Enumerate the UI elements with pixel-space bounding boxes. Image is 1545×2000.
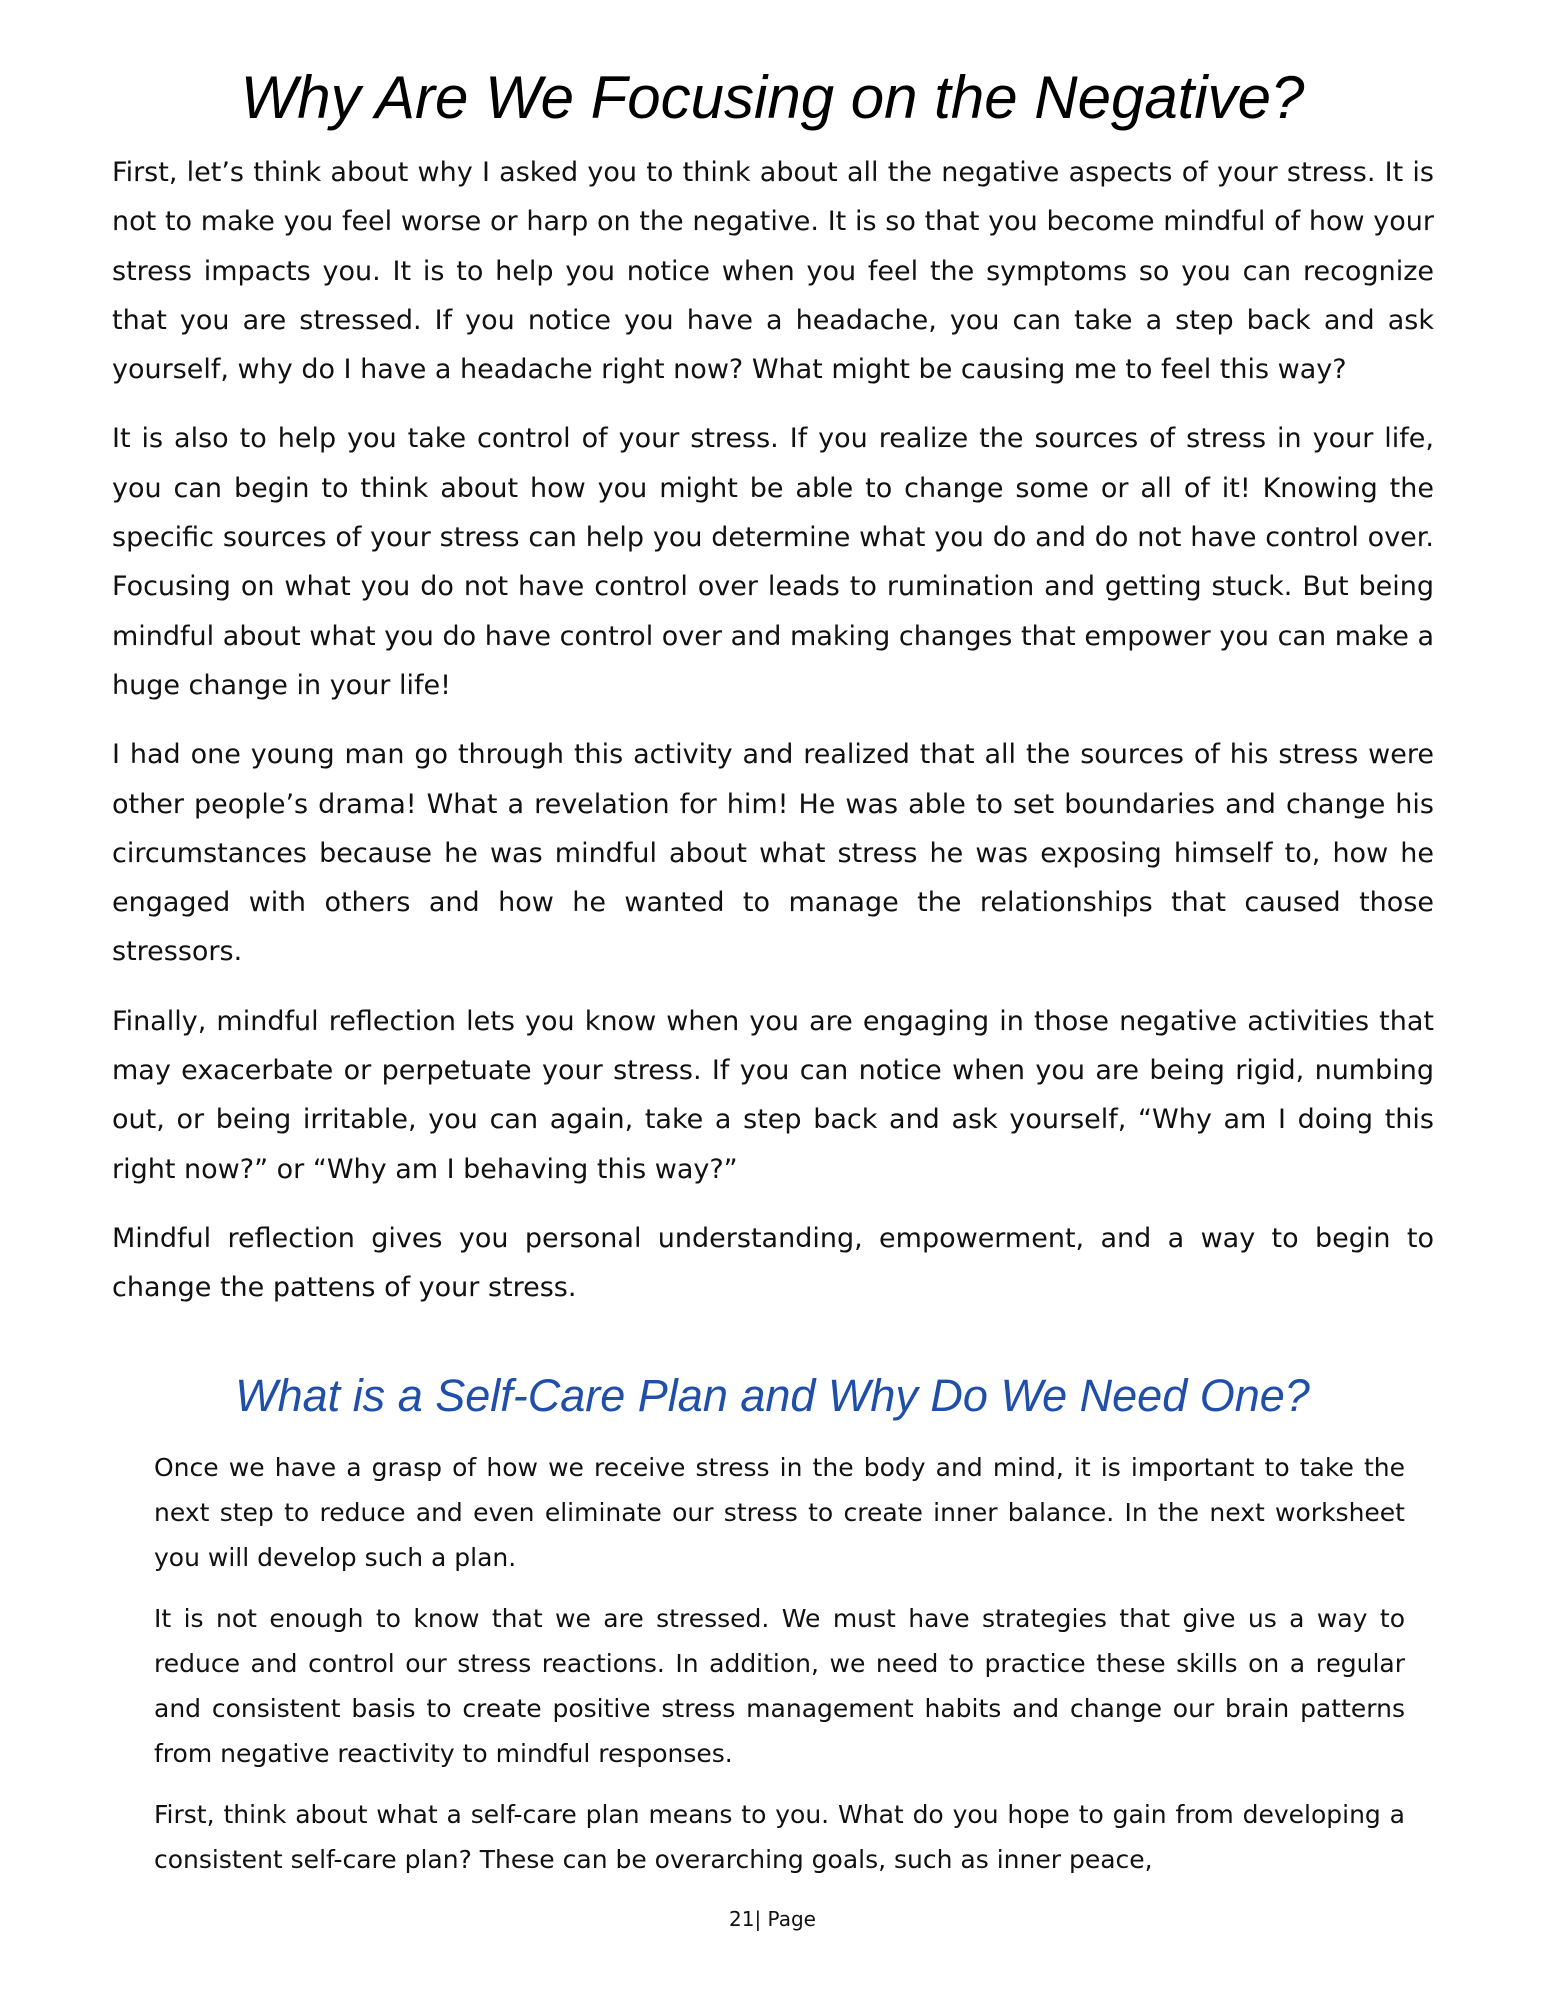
- sub-paragraph-2: It is not enough to know that we are stressed. We must have strategies that give us a way to reduce and control our stress reactions. In addition, we need to practice these skills on a regular and consistent basis to create positive stress management habits and change our brain patterns from negative reactivity to mindful responses.: [154, 1604, 1405, 1768]
- paragraph-1: First, let’s think about why I asked you to think about all the negative aspects of your stress. It is not to make you feel worse or harp on the negative. It is so that you become mindful of how your stress impacts you. It is to help you notice when you feel the symptoms so you can recognize that you are stressed. If you notice you have a headache, you can take a step back and ask yourself, why do I have a headache right now? What might be causing me to feel this way?: [112, 157, 1434, 386]
- paragraph-4: Finally, mindful reflection lets you know when you are engaging in those negative activities that may exacerbate or perpetuate your stress. If you can notice when you are being rigid, numbing out, or being irritable, you can again, take a step back and ask yourself, “Why am I doing this right now?” or “Why am I behaving this way?”: [112, 1005, 1434, 1185]
- paragraph-2: It is also to help you take control of your stress. If you realize the sources of stress in your life, you can begin to think about how you might be able to change some or all of it! Knowing the specific sources of your stress can help you determine what you do and do not have control over. Focusing on what you do not have control over leads to rumination and getting stuck. But being mindful about what you do have control over and making changes that empower you can make a huge change in your life!: [112, 423, 1434, 701]
- main-section-body: [112, 148, 1434, 1333]
- page-title: Why Are We Focusing on the Negative?: [240, 64, 1305, 131]
- section-subtitle: What is a Self-Care Plan and Why Do We Need One?: [235, 1370, 1310, 1421]
- sub-paragraph-3: First, think about what a self-care plan means to you. What do you hope to gain from developing a consistent self-care plan? These can be overarching goals, such as inner peace,: [154, 1800, 1405, 1874]
- paragraph-5: Mindful reflection gives you personal understanding, empowerment, and a way to begin to change the pattens of your stress.: [112, 1222, 1434, 1304]
- paragraph-3: I had one young man go through this activity and realized that all the sources of his stress were other people’s drama! What a revelation for him! He was able to set boundaries and change his circumstances because he was mindful about what stress he was exposing himself to, how he engaged with others and how he wanted to manage the relationships that caused those stressors.: [112, 739, 1434, 968]
- sub-paragraph-1: Once we have a grasp of how we receive stress in the body and mind, it is important to take the next step to reduce and even eliminate our stress to create inner balance. In the next worksheet you will develop such a plan.: [154, 1453, 1405, 1572]
- self-care-section-body: [154, 1445, 1405, 1898]
- page-number-footer: 21| Page: [729, 1907, 816, 1931]
